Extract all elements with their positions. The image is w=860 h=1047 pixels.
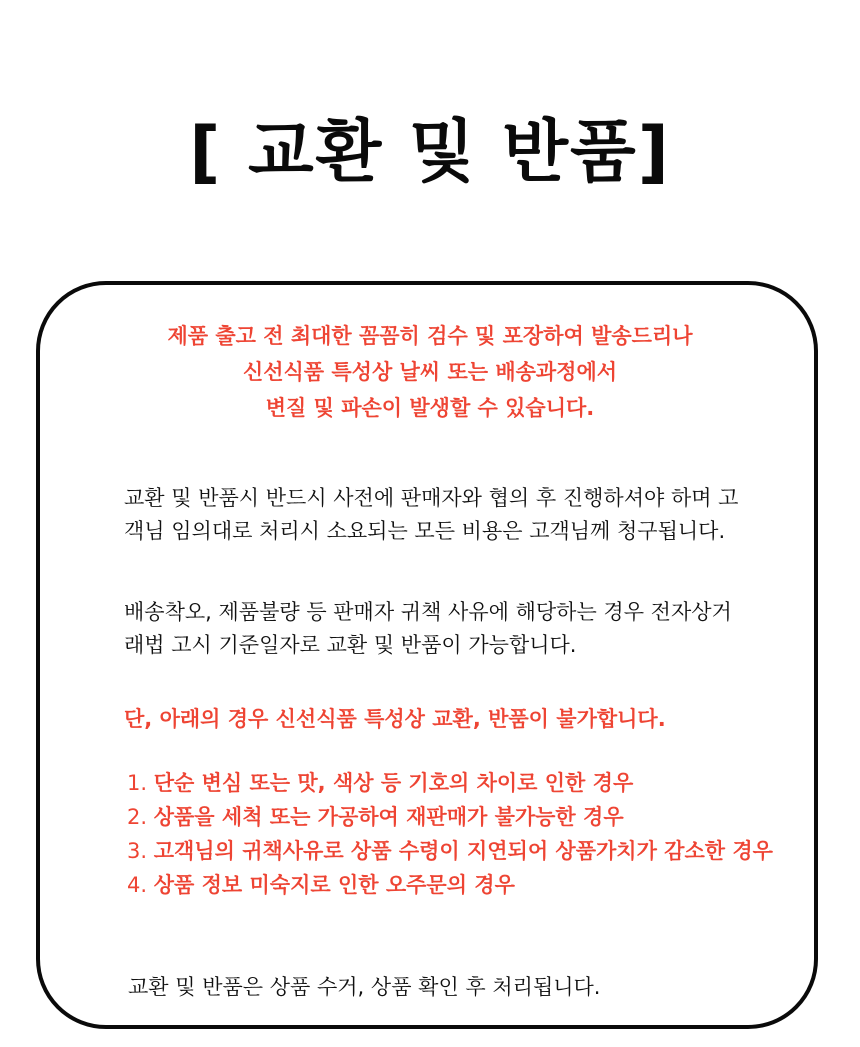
policy-paragraph-seller-fault (124, 596, 804, 662)
case-text: 단순 변심 또는 맛, 색상 등 기호의 차이로 인한 경우 (153, 771, 634, 795)
paragraph-line: 래법 고시 기준일자로 교환 및 반품이 가능합니다. (124, 633, 577, 657)
warning-line: 변질 및 파손이 발생할 수 있습니다. (265, 396, 595, 420)
exception-case (127, 766, 773, 800)
exception-case-list (127, 766, 773, 902)
page-title: [ 교환 및 반품] (189, 113, 671, 192)
case-text: 상품 정보 미숙지로 인한 오주문의 경우 (153, 873, 515, 897)
warning-notice (0, 318, 860, 426)
footer-note: 교환 및 반품은 상품 수거, 상품 확인 후 처리됩니다. (128, 975, 601, 999)
policy-paragraph-consultation (124, 482, 804, 548)
case-number: 1. (127, 771, 148, 795)
exception-heading: 단, 아래의 경우 신선식품 특성상 교환, 반품이 불가합니다. (124, 707, 666, 731)
paragraph-line: 교환 및 반품시 반드시 사전에 판매자와 협의 후 진행하셔야 하며 고 (124, 486, 739, 510)
case-number: 3. (127, 839, 148, 863)
case-text: 상품을 세척 또는 가공하여 재판매가 불가능한 경우 (153, 805, 624, 829)
warning-line: 제품 출고 전 최대한 꼼꼼히 검수 및 포장하여 발송드리나 (167, 324, 693, 348)
exception-case (127, 868, 773, 902)
case-number: 4. (127, 873, 148, 897)
paragraph-line: 배송착오, 제품불량 등 판매자 귀책 사유에 해당하는 경우 전자상거 (124, 600, 732, 624)
warning-line: 신선식품 특성상 날씨 또는 배송과정에서 (242, 360, 618, 384)
exception-case (127, 800, 773, 834)
case-text: 고객님의 귀책사유로 상품 수령이 지연되어 상품가치가 감소한 경우 (153, 839, 773, 863)
exception-case (127, 834, 773, 868)
case-number: 2. (127, 805, 148, 829)
paragraph-line: 객님 임의대로 처리시 소요되는 모든 비용은 고객님께 청구됩니다. (124, 519, 726, 543)
